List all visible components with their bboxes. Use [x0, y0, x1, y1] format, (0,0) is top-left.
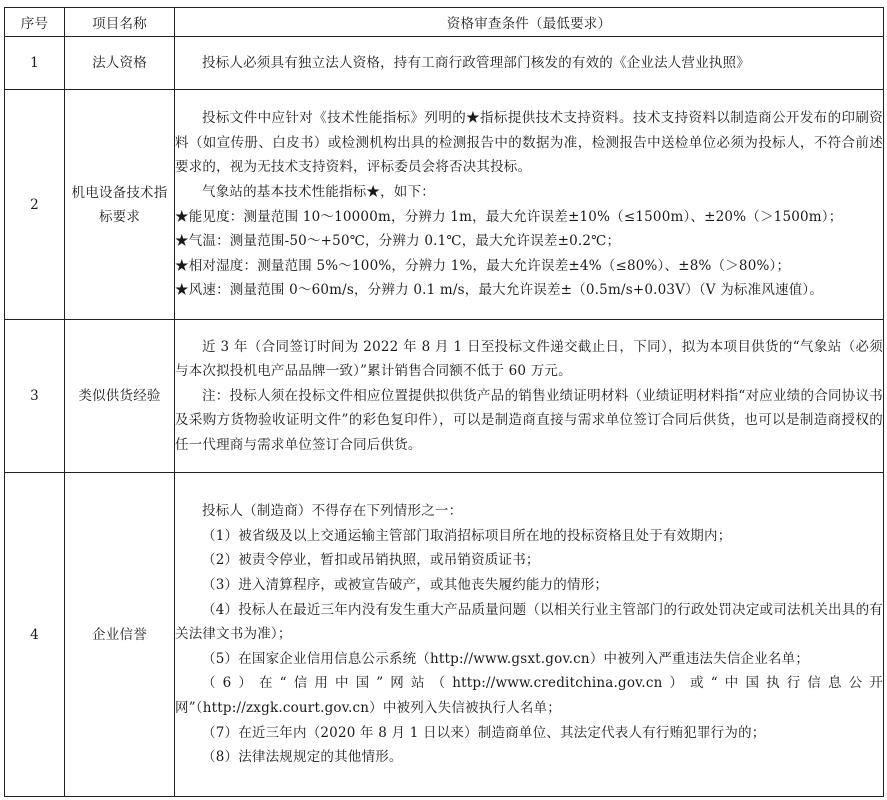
requirement-paragraph: 投标文件中应针对《技术性能指标》列明的★指标提供技术支持资料。技术支持资料以制造商公开发布的印刷资料（如宣传册、白皮书）或检测机构出具的检测报告中的数据为准，检测报告中送检单位必须为投标人，不符合前述要求的，视为无技术支持资料，评标委员会将否决其投标。 — [175, 110, 883, 176]
list-item: （3）进入清算程序，或被宣告破产，或其他丧失履约能力的情形； — [202, 577, 609, 594]
list-item: （8）法律法规规定的其他情形。 — [202, 749, 403, 766]
header-requirements: 资格审查条件（最低要求） — [175, 8, 884, 37]
row-number: 1 — [5, 37, 65, 90]
qualification-table — [4, 7, 884, 797]
list-item: （2）被责令停业，暂扣或吊销执照，或吊销资质证书； — [202, 552, 540, 569]
requirement-cell — [175, 37, 884, 90]
row-number: 3 — [5, 320, 65, 473]
list-item: （5）在国家企业信用信息公示系统（http://www.gsxt.gov.cn）中被列入严重违法失信企业名单； — [202, 650, 810, 667]
table-row — [5, 37, 884, 90]
spec-item-wind-speed: ★风速：测量范围 0～60m/s，分辨力 0.1 m/s，最大允许误差±（0.5m/s+0.03V）（V 为标准风速值）。 — [175, 282, 824, 299]
list-item: （1）被省级及以上交通运输主管部门取消招标项目所在地的投标资格且处于有效期内； — [202, 527, 732, 544]
requirement-note: 注：投标人须在投标文件相应位置提供拟供货产品的销售业绩证明材料（业绩证明材料指“对应业绩的合同协议书及采购方货物验收证明文件”的彩色复印件），可以是制造商直接与需求单位签订合同后供货，也可以是制造商授权的任一代理商与需求单位签订合同后供货。 — [175, 387, 883, 453]
row-number: 4 — [5, 473, 65, 797]
table-row — [5, 473, 884, 797]
table-row — [5, 320, 884, 473]
row-number: 2 — [5, 90, 65, 320]
list-item: （7）在近三年内（2020 年 8 月 1 日以来）制造商单位、其法定代表人有行贿犯罪行为的； — [202, 724, 766, 741]
requirement-paragraph: 投标人（制造商）不得存在下列情形之一： — [202, 503, 463, 520]
header-name: 项目名称 — [65, 8, 175, 37]
spec-item-humidity: ★相对湿度：测量范围 5%～100%，分辨力 1%，最大允许误差±4%（≤80%）、±8%（＞80%）； — [175, 257, 791, 274]
list-item: （4）投标人在最近三年内没有发生重大产品质量问题（以相关行业主管部门的行政处罚决定或司法机关出具的有关法律文书为准）； — [175, 601, 883, 643]
spec-item-temperature: ★气温：测量范围-50～+50℃，分辨力 0.1℃，最大允许误差±0.2℃； — [175, 233, 621, 250]
requirement-cell — [175, 473, 884, 797]
item-name: 企业信誉 — [65, 473, 175, 797]
item-name: 机电设备技术指标要求 — [65, 90, 175, 320]
requirement-paragraph: 气象站的基本技术性能指标★，如下： — [202, 183, 435, 200]
requirement-cell — [175, 90, 884, 320]
item-name: 类似供货经验 — [65, 320, 175, 473]
requirement-cell — [175, 320, 884, 473]
item-name: 法人资格 — [65, 37, 175, 90]
requirement-paragraph: 投标人必须具有独立法人资格，持有工商行政管理部门核发的有效的《企业法人营业执照》 — [202, 54, 750, 71]
spec-item-visibility: ★能见度：测量范围 10～10000m，分辨力 1m，最大允许误差±10%（≤1500m）、±20%（＞1500m）； — [175, 208, 843, 225]
table-header-row — [5, 8, 884, 37]
requirement-paragraph: 近 3 年（合同签订时间为 2022 年 8 月 1 日至投标文件递交截止日，下同），拟为本项目供货的“气象站（必须与本次拟投机电产品品牌一致）”累计销售合同额不低于 60 万元。 — [175, 338, 883, 380]
table-row — [5, 90, 884, 320]
header-no: 序号 — [5, 8, 65, 37]
list-item: （6）在“信用中国”网站（http://www.creditchina.gov.cn）或“中国执行信息公开网”（http://zxgk.court.gov.cn）中被列入失信被执行人名单； — [175, 675, 883, 716]
